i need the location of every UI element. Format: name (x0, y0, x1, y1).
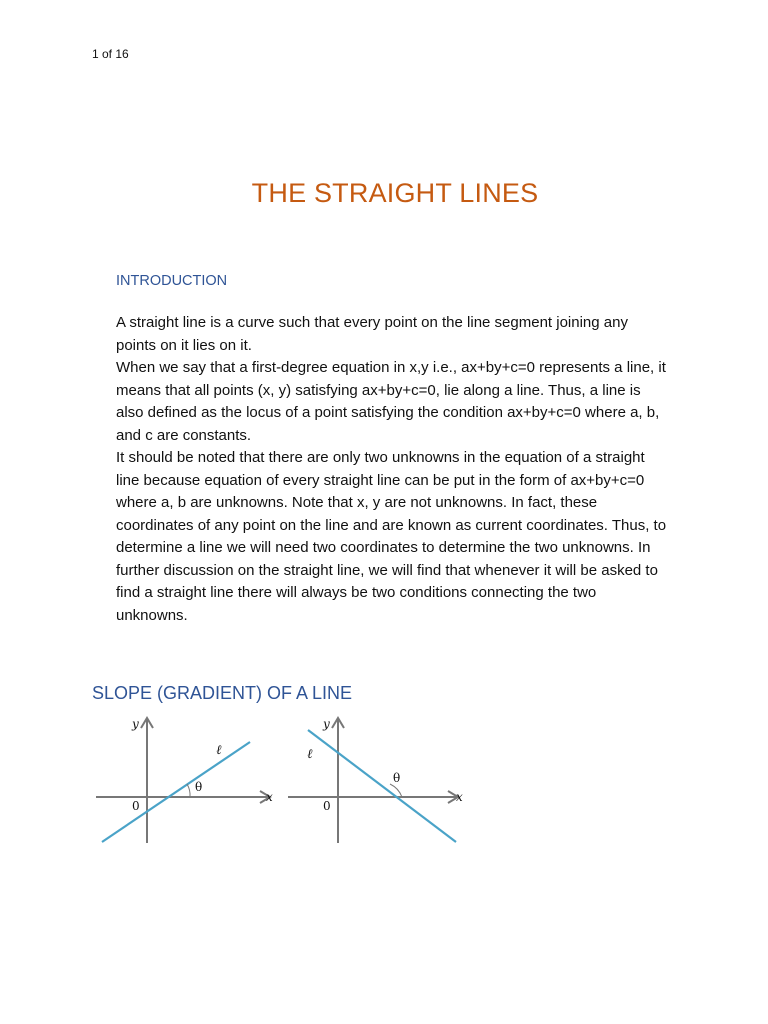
negative-slope-diagram (280, 710, 480, 850)
line-label: ℓ (216, 743, 222, 758)
document-title: THE STRAIGHT LINES (251, 178, 539, 208)
x-axis-label: x (266, 790, 273, 804)
angle-label: θ (393, 771, 401, 785)
introduction-body (116, 312, 672, 627)
angle-arc (187, 784, 190, 797)
positive-slope-figure (92, 710, 282, 855)
positive-slope-diagram (92, 710, 282, 850)
origin-label: 0 (323, 799, 331, 813)
angle-label: θ (195, 780, 203, 794)
angle-arc (390, 784, 402, 797)
origin-label: 0 (132, 799, 140, 813)
line-l (102, 742, 250, 842)
introduction-heading: INTRODUCTION (116, 273, 228, 289)
page-number: 1 of 16 (92, 47, 129, 61)
y-axis-label: y (323, 717, 330, 731)
line-l (308, 730, 456, 842)
slope-heading: SLOPE (GRADIENT) OF A LINE (92, 683, 353, 703)
y-axis-label: y (132, 717, 139, 731)
paragraph-1: A straight line is a curve such that every point on the line segment joining any points on it lies on it. (116, 314, 628, 354)
paragraph-3: It should be noted that there are only two unknowns in the equation of a straight line because equation of every straight line can be put in the form of ax+by+c=0 where a, b are unknowns. Note that x, y are not unknowns. In fact, these coordinates of any point on the line and are known as current coordinates. Thus, to determine a line we will need two coordinates to determine the two unknowns. In further discussion on the straight line, we will find that whenever it will be asked to find a straight line there will always be two conditions connecting the two unknowns. (116, 449, 667, 624)
line-label: ℓ (307, 747, 313, 762)
x-axis-label: x (456, 790, 463, 804)
negative-slope-figure (280, 710, 480, 855)
paragraph-2: When we say that a first-degree equation in x,y i.e., ax+by+c=0 represents a line, it means that all points (x, y) satisfying ax+by+c=0, lie along a line. Thus, a line is also defined as the locus of a point satisfying the condition ax+by+c=0 where a, b, and c are constants. (116, 359, 666, 444)
